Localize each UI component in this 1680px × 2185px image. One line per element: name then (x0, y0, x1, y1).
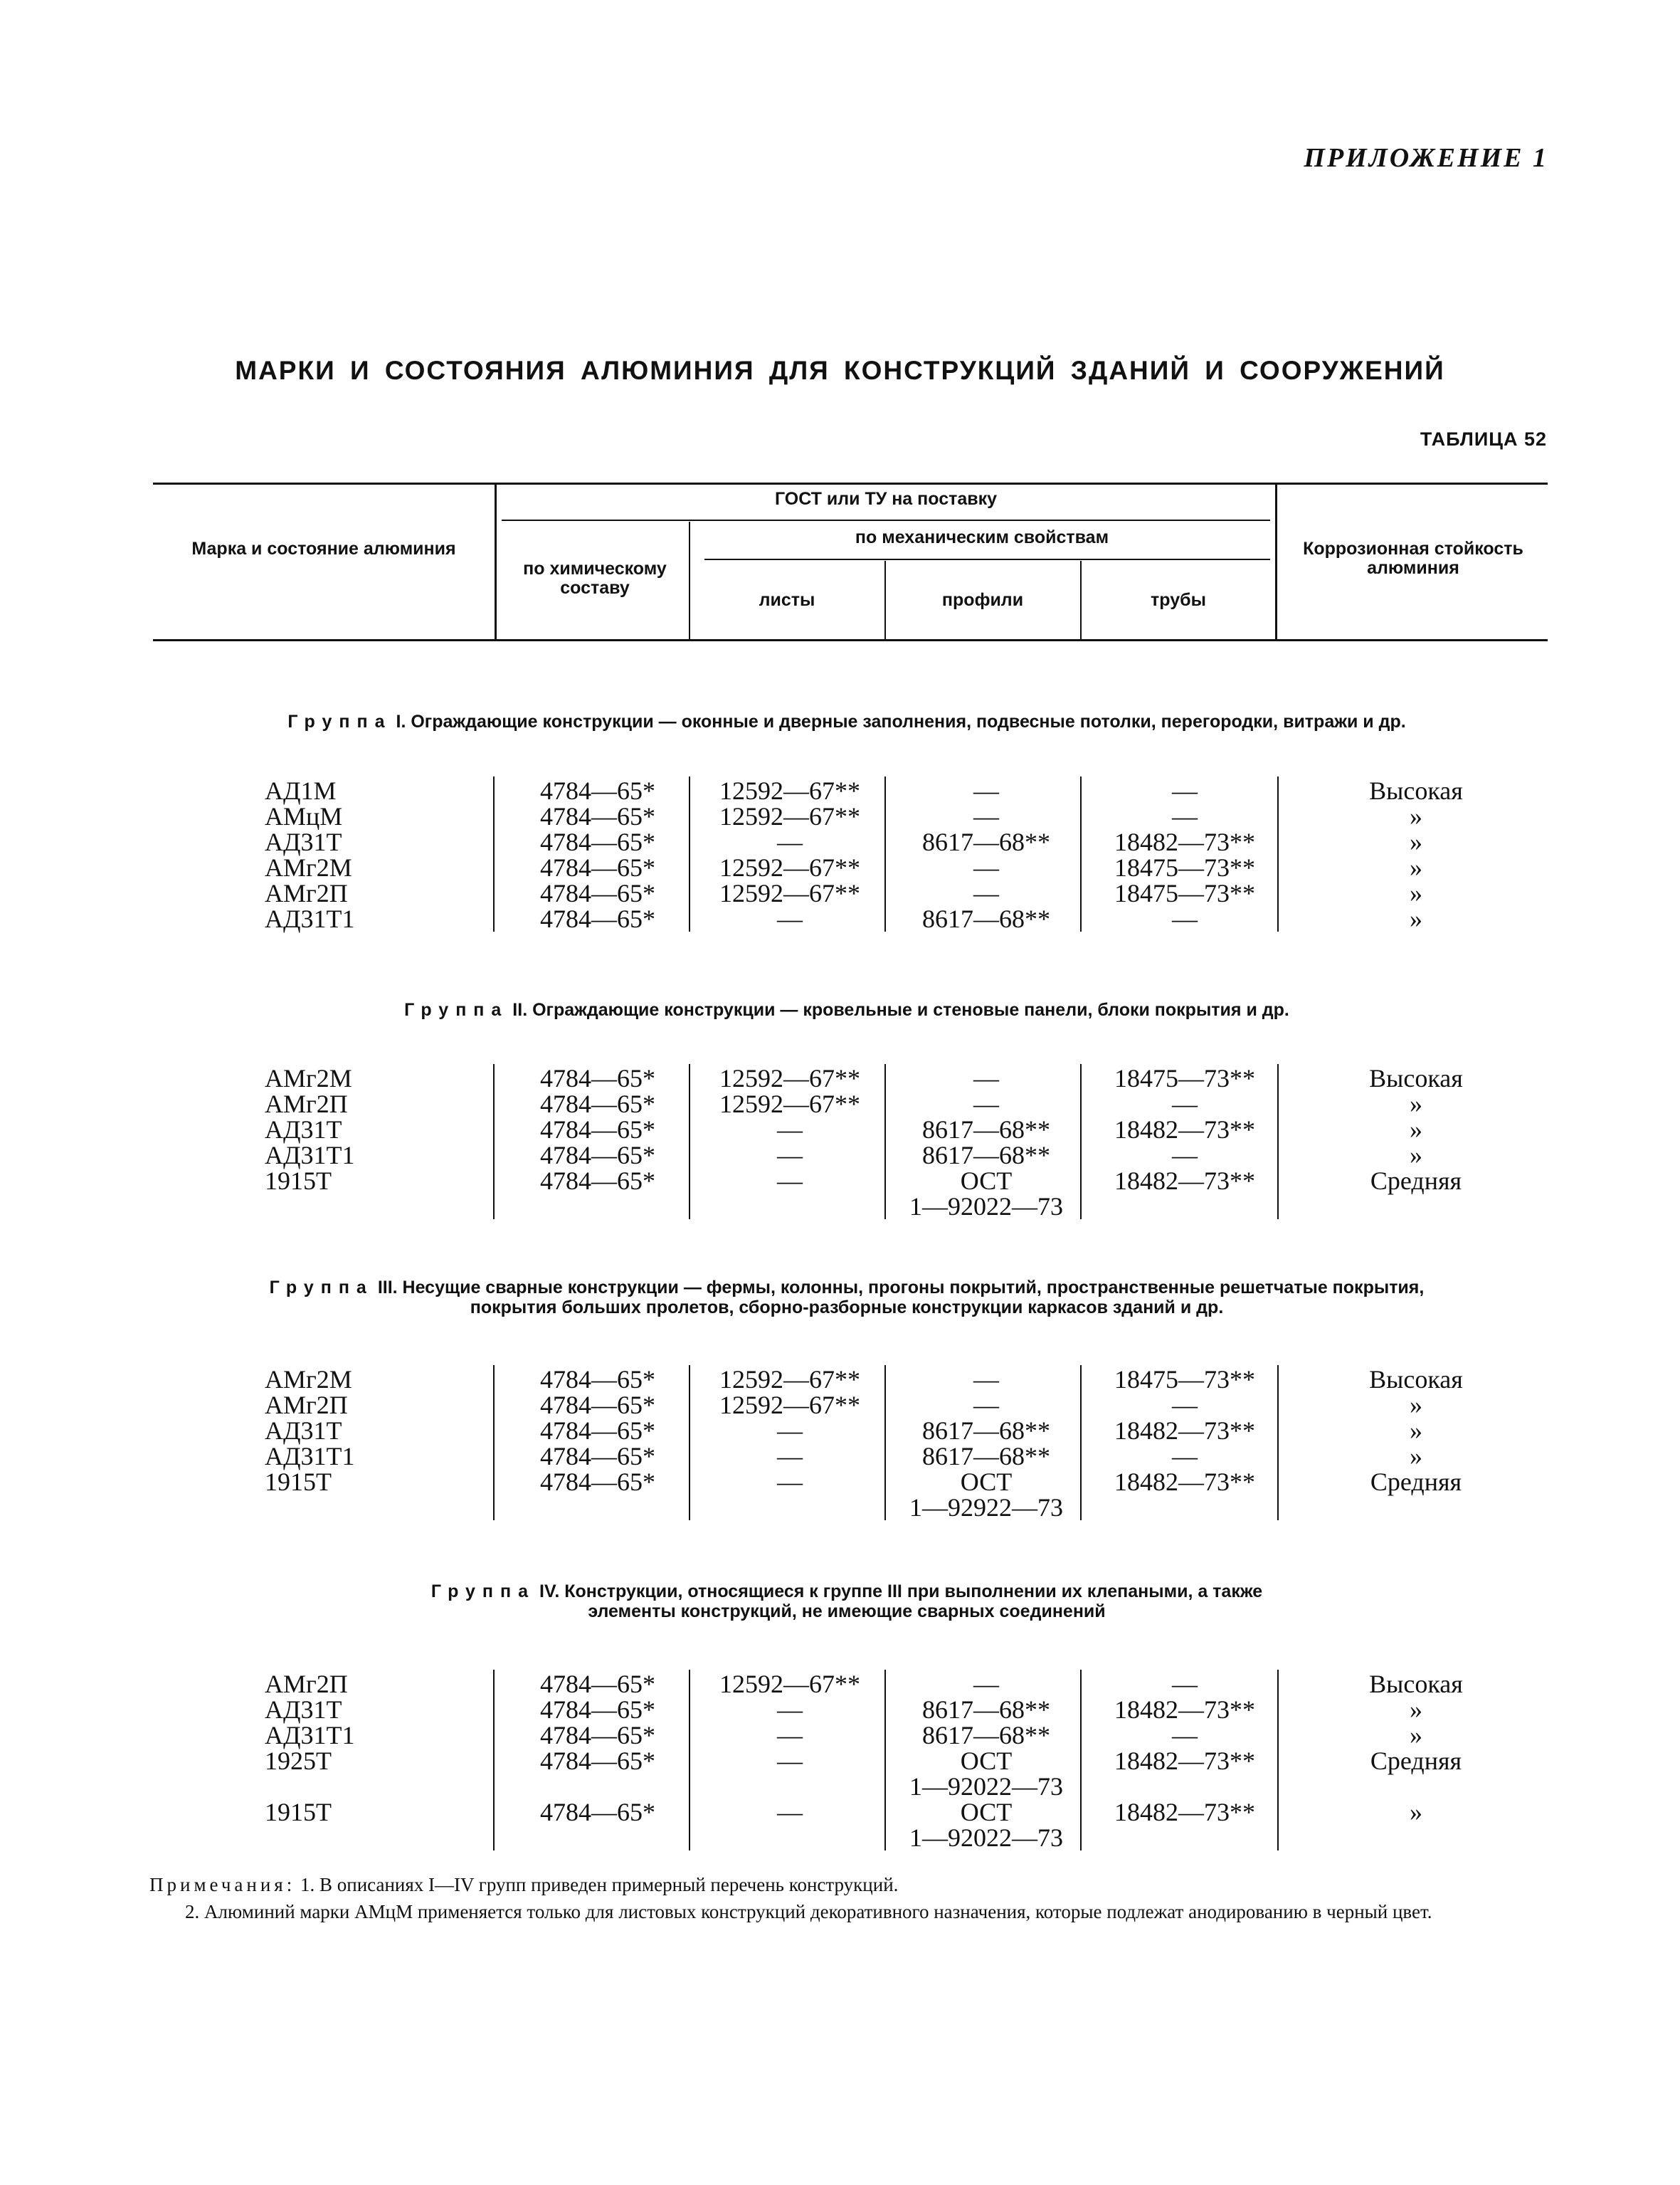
cell-profile-gost: 8617—68** (922, 1721, 1050, 1749)
cell-sheet-gost: — (777, 1416, 803, 1445)
cell-chem-gost: 4784—65* (540, 1365, 655, 1394)
cell-grade: АД31Т1 (265, 1141, 355, 1169)
cell-chem-gost: 4784—65* (540, 1747, 655, 1775)
cell-tube-gost: 18475—73** (1114, 1064, 1255, 1092)
header-corrosion: Коррозионная стойкость алюминия (1303, 539, 1523, 578)
cell-sheet-gost: — (777, 1141, 803, 1169)
cell-sheet-gost: 12592—67** (719, 1670, 860, 1698)
cell-profile-gost: — (973, 879, 999, 907)
cell-chem-gost: 4784—65* (540, 1468, 655, 1496)
cell-sheet-gost: — (777, 1798, 803, 1826)
cell-chem-gost: 4784—65* (540, 1416, 655, 1445)
cell-corrosion: » (1410, 1115, 1422, 1144)
cell-chem-gost: 4784—65* (540, 1695, 655, 1724)
cell-chem-gost: 4784—65* (540, 1391, 655, 1419)
group-heading-line2: элементы конструкций, не имеющие сварных соединений (588, 1601, 1106, 1621)
header-mech-rule (704, 559, 1270, 560)
cell-chem-gost: 4784—65* (540, 1141, 655, 1169)
column-separator (493, 1670, 495, 1850)
group-word: Группа (404, 1000, 509, 1020)
header-chem: по химическому составу (523, 559, 667, 598)
column-separator (1277, 1064, 1279, 1219)
column-separator (884, 1064, 886, 1219)
cell-corrosion: Высокая (1369, 776, 1463, 805)
cell-corrosion: Высокая (1369, 1670, 1463, 1698)
cell-grade: АД31Т (265, 1416, 342, 1445)
cell-corrosion: Средняя (1370, 1167, 1462, 1195)
header-bottom-rule (153, 639, 1548, 641)
header-gost: ГОСТ или ТУ на поставку (774, 489, 998, 509)
cell-grade: АД31Т1 (265, 1721, 355, 1749)
cell-grade: АМг2П (265, 1670, 348, 1698)
cell-profile-gost: — (973, 1391, 999, 1419)
column-separator (689, 1670, 690, 1850)
group-heading-text: IV. Конструкции, относящиеся к группе III при выполнении их клепаными, а также (539, 1581, 1263, 1601)
cell-grade: АД31Т (265, 1115, 342, 1144)
cell-sheet-gost: — (777, 828, 803, 856)
cell-profile-gost: ОСТ (960, 1798, 1013, 1826)
header-tubes: трубы (1151, 590, 1206, 610)
cell-grade: АМг2П (265, 1090, 348, 1118)
cell-profile-gost: 8617—68** (922, 828, 1050, 856)
cell-corrosion: » (1410, 1721, 1422, 1749)
cell-profile-gost: ОСТ (960, 1747, 1013, 1775)
cell-chem-gost: 4784—65* (540, 879, 655, 907)
cell-grade: 1915Т (265, 1798, 332, 1826)
column-separator (1080, 1365, 1082, 1520)
cell-tube-gost: 18482—73** (1114, 1468, 1255, 1496)
cell-profile-gost: ОСТ (960, 1468, 1013, 1496)
note-1 (149, 1873, 1544, 1896)
cell-corrosion: Средняя (1370, 1747, 1462, 1775)
cell-chem-gost: 4784—65* (540, 1442, 655, 1470)
cell-tube-gost: 18482—73** (1114, 1695, 1255, 1724)
column-separator (1080, 1670, 1082, 1850)
notes-label: Примечания: (149, 1874, 296, 1895)
cell-chem-gost: 4784—65* (540, 1721, 655, 1749)
cell-grade: АД31Т (265, 1695, 342, 1724)
cell-corrosion: Высокая (1369, 1365, 1463, 1394)
cell-tube-gost: — (1172, 1141, 1198, 1169)
cell-tube-gost: — (1172, 1391, 1198, 1419)
header-profiles: профили (941, 590, 1024, 610)
cell-tube-gost: 18482—73** (1114, 1798, 1255, 1826)
cell-corrosion: » (1410, 1798, 1422, 1826)
cell-profile-gost: 8617—68** (922, 1141, 1050, 1169)
cell-chem-gost: 4784—65* (540, 828, 655, 856)
cell-sheet-gost: 12592—67** (719, 1090, 860, 1118)
cell-profile-gost: 8617—68** (922, 1695, 1050, 1724)
cell-grade: АМг2П (265, 879, 348, 907)
cell-chem-gost: 4784—65* (540, 1064, 655, 1092)
cell-profile-gost: — (973, 1090, 999, 1118)
cell-sheet-gost: 12592—67** (719, 879, 860, 907)
cell-grade: АМг2М (265, 1365, 352, 1394)
cell-sheet-gost: 12592—67** (719, 1391, 860, 1419)
cell-profile-gost: 8617—68** (922, 905, 1050, 933)
cell-chem-gost: 4784—65* (540, 776, 655, 805)
cell-profile-gost: — (973, 776, 999, 805)
cell-profile-gost: — (973, 802, 999, 831)
cell-corrosion: » (1410, 1141, 1422, 1169)
group-heading-text: II. Ограждающие конструкции — кровельные и стеновые панели, блоки покрытия и др. (512, 1000, 1289, 1020)
cell-grade: АМг2М (265, 853, 352, 882)
column-separator (1080, 1064, 1082, 1219)
cell-corrosion: » (1410, 853, 1422, 882)
header-gost-rule (502, 520, 1270, 521)
cell-tube-gost: 18482—73** (1114, 1747, 1255, 1775)
cell-sheet-gost: 12592—67** (719, 802, 860, 831)
cell-tube-gost: — (1172, 1442, 1198, 1470)
table-number: ТАБЛИЦА 52 (1420, 428, 1547, 450)
group-heading (171, 712, 1523, 732)
cell-corrosion: » (1410, 879, 1422, 907)
cell-tube-gost: 18475—73** (1114, 853, 1255, 882)
cell-tube-gost: 18482—73** (1114, 1167, 1255, 1195)
cell-profile-gost: 1—92022—73 (909, 1772, 1063, 1801)
column-separator (1277, 1670, 1279, 1850)
cell-profile-gost: 8617—68** (922, 1442, 1050, 1470)
cell-sheet-gost: — (777, 1747, 803, 1775)
cell-grade: 1915Т (265, 1468, 332, 1496)
cell-corrosion: » (1410, 905, 1422, 933)
cell-profile-gost: ОСТ (960, 1167, 1013, 1195)
cell-grade: 1915Т (265, 1167, 332, 1195)
cell-grade: АМцМ (265, 802, 343, 831)
column-separator (1277, 776, 1279, 932)
note-1-text: 1. В описаниях I—IV групп приведен примерный перечень конструкций. (300, 1874, 899, 1895)
cell-sheet-gost: 12592—67** (719, 1064, 860, 1092)
cell-sheet-gost: — (777, 1721, 803, 1749)
cell-tube-gost: 18475—73** (1114, 879, 1255, 907)
cell-profile-gost: — (973, 1670, 999, 1698)
group-word: Группа (269, 1278, 374, 1297)
cell-chem-gost: 4784—65* (540, 853, 655, 882)
cell-tube-gost: — (1172, 1090, 1198, 1118)
cell-corrosion: » (1410, 1090, 1422, 1118)
cell-tube-gost: 18482—73** (1114, 1115, 1255, 1144)
column-separator (493, 776, 495, 932)
column-separator (884, 776, 886, 932)
cell-corrosion: » (1410, 1416, 1422, 1445)
cell-corrosion: » (1410, 1442, 1422, 1470)
cell-tube-gost: — (1172, 1670, 1198, 1698)
cell-tube-gost: — (1172, 776, 1198, 805)
appendix-label: ПРИЛОЖЕНИЕ 1 (1304, 143, 1548, 173)
cell-chem-gost: 4784—65* (540, 802, 655, 831)
cell-corrosion: » (1410, 1695, 1422, 1724)
cell-tube-gost: 18482—73** (1114, 1416, 1255, 1445)
page-title: МАРКИ И СОСТОЯНИЯ АЛЮМИНИЯ ДЛЯ КОНСТРУКЦИЙ ЗДАНИЙ И СООРУЖЕНИЙ (235, 356, 1445, 385)
column-separator (689, 1064, 690, 1219)
cell-profile-gost: 1—92022—73 (909, 1823, 1063, 1852)
cell-sheet-gost: — (777, 1115, 803, 1144)
cell-sheet-gost: — (777, 1167, 803, 1195)
column-separator (1277, 1365, 1279, 1520)
cell-corrosion: Высокая (1369, 1064, 1463, 1092)
cell-sheet-gost: — (777, 905, 803, 933)
group-heading-line2: покрытия больших пролетов, сборно-разборные конструкции каркасов зданий и др. (470, 1297, 1224, 1317)
cell-chem-gost: 4784—65* (540, 1670, 655, 1698)
cell-grade: АД31Т1 (265, 1442, 355, 1470)
cell-profile-gost: — (973, 1365, 999, 1394)
cell-profile-gost: 1—92022—73 (909, 1192, 1063, 1221)
column-separator (689, 1365, 690, 1520)
group-word: Группа (287, 712, 392, 732)
cell-grade: АМг2П (265, 1391, 348, 1419)
cell-grade: АД1М (265, 776, 337, 805)
cell-profile-gost: 1—92922—73 (909, 1493, 1063, 1522)
cell-corrosion: » (1410, 1391, 1422, 1419)
cell-chem-gost: 4784—65* (540, 1090, 655, 1118)
cell-chem-gost: 4784—65* (540, 905, 655, 933)
header-grade: Марка и состояние алюминия (191, 539, 456, 559)
cell-chem-gost: 4784—65* (540, 1115, 655, 1144)
group-word: Группа (430, 1581, 536, 1601)
note-2: 2. Алюминий марки АМцМ применяется только для листовых конструкций декоративного назначения, которые подлежат анодированию в черный цвет. (185, 1901, 1432, 1922)
cell-tube-gost: 18475—73** (1114, 1365, 1255, 1394)
cell-sheet-gost: 12592—67** (719, 776, 860, 805)
cell-grade: АД31Т (265, 828, 342, 856)
cell-sheet-gost: 12592—67** (719, 1365, 860, 1394)
cell-tube-gost: — (1172, 1721, 1198, 1749)
cell-profile-gost: — (973, 1064, 999, 1092)
cell-profile-gost: — (973, 853, 999, 882)
column-separator (689, 776, 690, 932)
header-divider-1 (495, 485, 497, 639)
group-heading (171, 1278, 1523, 1317)
column-separator (884, 1670, 886, 1850)
cell-grade: 1925Т (265, 1747, 332, 1775)
cell-tube-gost: 18482—73** (1114, 828, 1255, 856)
column-separator (493, 1064, 495, 1219)
column-separator (1080, 776, 1082, 932)
header-sheets: листы (759, 590, 815, 610)
cell-chem-gost: 4784—65* (540, 1167, 655, 1195)
cell-profile-gost: 8617—68** (922, 1115, 1050, 1144)
cell-tube-gost: — (1172, 905, 1198, 933)
cell-grade: АМг2М (265, 1064, 352, 1092)
cell-corrosion: » (1410, 802, 1422, 831)
cell-profile-gost: 8617—68** (922, 1416, 1050, 1445)
group-heading-text: III. Несущие сварные конструкции — фермы, колонны, прогоны покрытий, пространственные решетчатые покрытия, (377, 1278, 1425, 1297)
cell-corrosion: » (1410, 828, 1422, 856)
column-separator (493, 1365, 495, 1520)
group-heading-text: I. Ограждающие конструкции — оконные и дверные заполнения, подвесные потолки, перегородки, витражи и др. (396, 712, 1406, 732)
cell-chem-gost: 4784—65* (540, 1798, 655, 1826)
cell-corrosion: Средняя (1370, 1468, 1462, 1496)
cell-tube-gost: — (1172, 802, 1198, 831)
header-mech: по механическим свойствам (855, 527, 1109, 547)
header-divider-2 (1275, 485, 1277, 639)
cell-sheet-gost: — (777, 1468, 803, 1496)
group-heading (171, 1000, 1523, 1020)
column-separator (884, 1365, 886, 1520)
cell-sheet-gost: — (777, 1442, 803, 1470)
cell-grade: АД31Т1 (265, 905, 355, 933)
header-top-rule (153, 483, 1548, 485)
cell-sheet-gost: — (777, 1695, 803, 1724)
cell-sheet-gost: 12592—67** (719, 853, 860, 882)
group-heading (171, 1581, 1523, 1621)
